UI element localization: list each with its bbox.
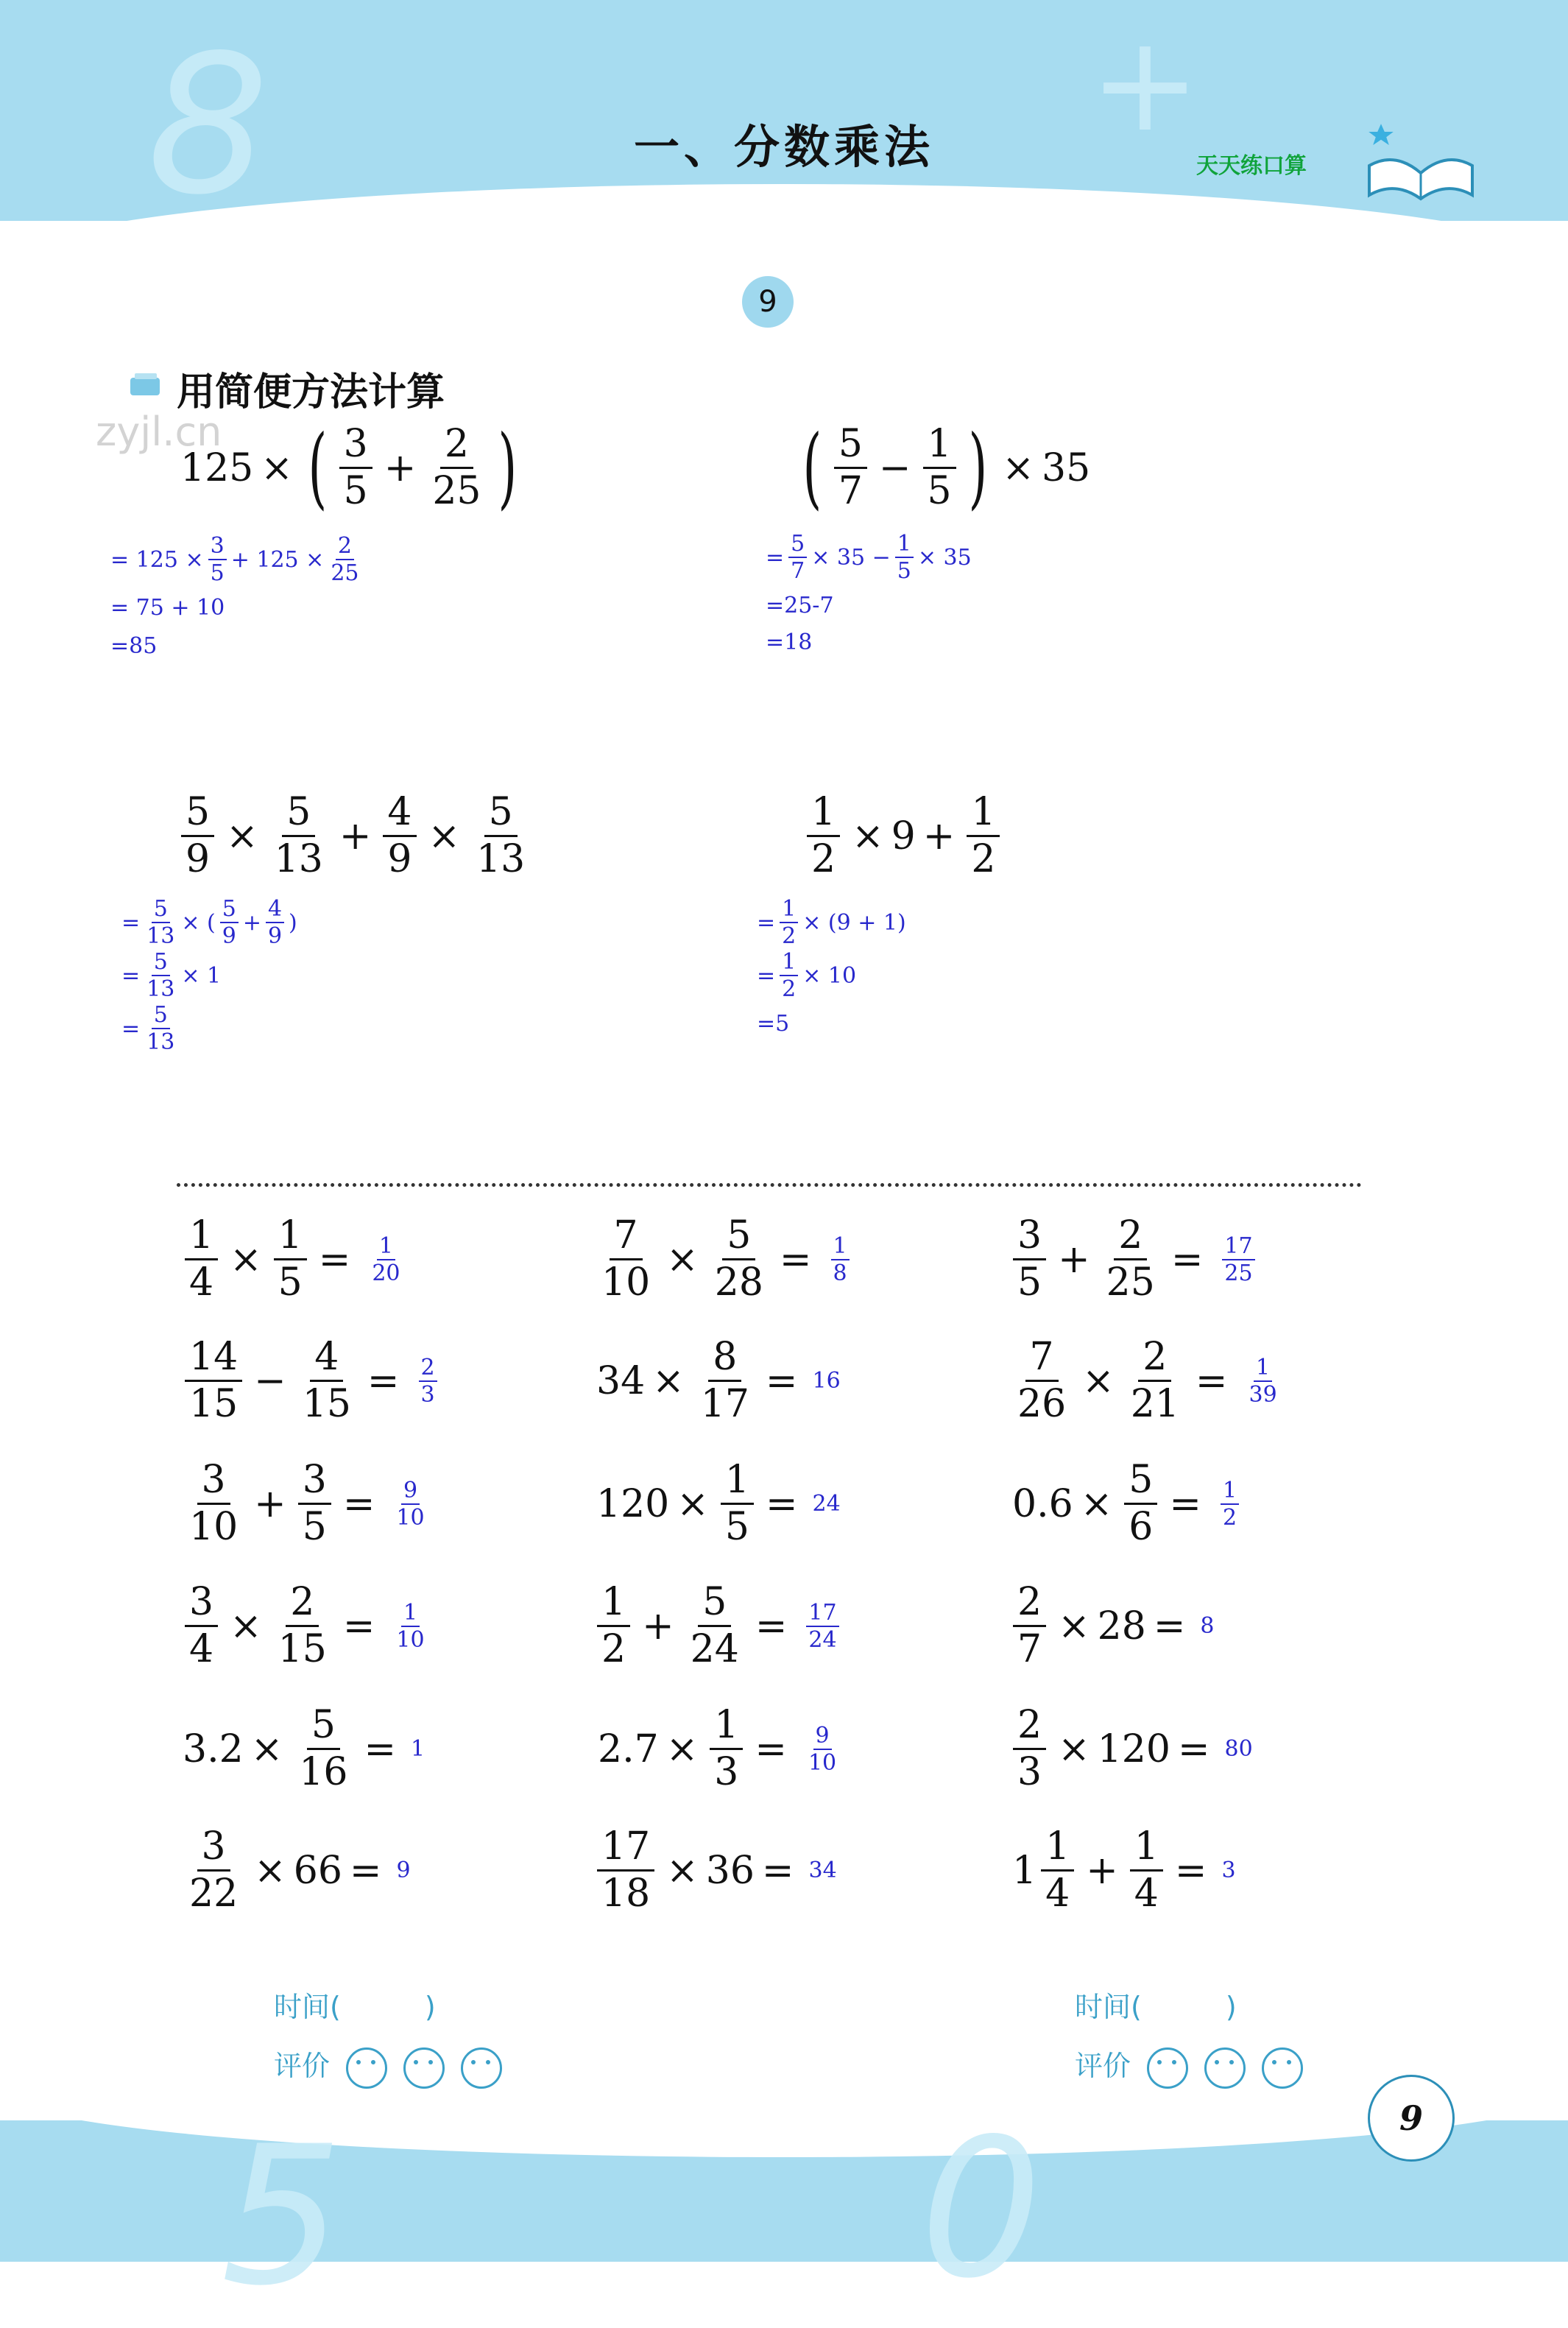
oral-problem: $\frac{7}{26}$ × $\frac{2}{21}$ = $\frac{1}{39}$ [1017, 1335, 1277, 1427]
problem-2: ( $\frac{5}{7}$ − $\frac{1}{5}$ ) × 35 [802, 416, 1091, 519]
evaluation-right [1075, 2043, 1303, 2089]
oral-problem: $\frac{7}{10}$ × $\frac{5}{28}$ = $\frac{1}{8}$ [593, 1215, 854, 1304]
problem-4-step-2: = $\frac{1}{2}$ × 10 [757, 949, 857, 1002]
decorative-digit: 8 [147, 15, 269, 237]
problem-4-step-1: = $\frac{1}{2}$ × (9 + 1) [757, 896, 906, 949]
oral-problem: $\frac{3}{4}$ × $\frac{2}{15}$ = $\frac{1}{10}$ [180, 1581, 431, 1671]
sad-face-icon[interactable] [461, 2047, 502, 2089]
oral-problem: 120 × $\frac{1}{5}$ = 24 [596, 1458, 841, 1550]
oral-problem: $\frac{1}{4}$ × $\frac{1}{5}$ = $\frac{1}{20}$ [180, 1215, 407, 1304]
problem-2-step-1: = $\frac{5}{7}$ × 35 − $\frac{1}{5}$ × 35 [766, 531, 972, 584]
evaluation-label: 评价 [1075, 2050, 1131, 2082]
problem-3: $\frac{5}{9}$ × $\frac{5}{13}$ + $\frac{4}{9}$ × $\frac{5}{13}$ [177, 791, 534, 881]
oral-problem: $\frac{3}{10}$ + $\frac{3}{5}$ = $\frac{9}{10}$ [189, 1458, 425, 1550]
pencil-book-icon [129, 372, 166, 398]
oral-problem: 1 $\frac{1}{4}$ + $\frac{1}{4}$ = 3 [1012, 1824, 1236, 1916]
oral-problem: $\frac{2}{7}$ × 28 = 8 [1009, 1581, 1215, 1671]
oral-problem: $\frac{1}{2}$ + $\frac{5}{24}$ = $\frac{17}{24}$ [593, 1581, 844, 1671]
decorative-plus: + [1090, 7, 1201, 161]
problem-1-result: =85 [110, 633, 158, 659]
neutral-face-icon[interactable] [403, 2047, 445, 2089]
problem-3-result: = $\frac{5}{13}$ [121, 1002, 175, 1055]
oral-problem: 0.6 × $\frac{5}{6}$ = $\frac{1}{2}$ [1012, 1459, 1243, 1548]
exercise-number-badge: 9 [742, 276, 794, 328]
oral-problem: 2.7 × $\frac{1}{3}$ = $\frac{9}{10}$ [598, 1703, 837, 1795]
oral-problem: $\frac{3}{22}$ × 66 = 9 [189, 1824, 411, 1916]
neutral-face-icon[interactable] [1204, 2047, 1246, 2089]
sad-face-icon[interactable] [1262, 2047, 1303, 2089]
time-label-left: 时间( ) [274, 1991, 436, 2023]
chapter-title: 一、分数乘法 [633, 120, 934, 174]
problem-2-step-2: =25-7 [766, 593, 834, 618]
problem-4: $\frac{1}{2}$ × 9 + $\frac{1}{2}$ [802, 791, 1004, 881]
watermark: zyjl.cn [96, 409, 222, 455]
oral-problem: $\frac{2}{3}$ × 120 = 80 [1009, 1704, 1253, 1793]
problem-3-step-1: = $\frac{5}{13}$ × ( $\frac{5}{9}$ + $\frac{4}{9}$ ) [121, 896, 297, 949]
page-number: 9 [1368, 2075, 1455, 2162]
problem-1-step-2: = 75 + 10 [110, 595, 225, 621]
problem-4-result: =5 [757, 1011, 790, 1037]
smile-face-icon[interactable] [1147, 2047, 1188, 2089]
section-heading: 用简便方法计算 [177, 370, 445, 415]
oral-problem: 3.2 × $\frac{5}{16}$ = 1 [183, 1703, 425, 1795]
smile-face-icon[interactable] [346, 2047, 387, 2089]
brand-logo-text: 天天练口算 [1196, 153, 1307, 179]
book-icon [1362, 121, 1480, 202]
decorative-digit: 0 [920, 2098, 1042, 2321]
oral-problem: $\frac{3}{5}$ + $\frac{2}{25}$ = $\frac{17}{25}$ [1009, 1215, 1260, 1304]
oral-problem: $\frac{17}{18}$ × 36 = 34 [593, 1826, 837, 1915]
problem-1-step-1: = 125 × $\frac{3}{5}$ + 125 × $\frac{2}{25}$ [110, 533, 359, 586]
problem-2-result: =18 [766, 629, 813, 655]
problem-3-step-2: = $\frac{5}{13}$ × 1 [121, 949, 222, 1002]
time-label-right: 时间( ) [1075, 1991, 1237, 2023]
oral-problem: $\frac{14}{15}$ − $\frac{4}{15}$ = $\frac{2}{3}$ [180, 1336, 442, 1425]
decorative-digit: 5 [221, 2106, 343, 2328]
dotted-divider [177, 1183, 1362, 1187]
oral-problem: 34 × $\frac{8}{17}$ = 16 [596, 1335, 841, 1427]
problem-1: 125 × ( $\frac{3}{5}$ + $\frac{2}{25}$ ) [180, 416, 517, 519]
evaluation-label: 评价 [274, 2050, 331, 2082]
evaluation-left [274, 2043, 502, 2089]
